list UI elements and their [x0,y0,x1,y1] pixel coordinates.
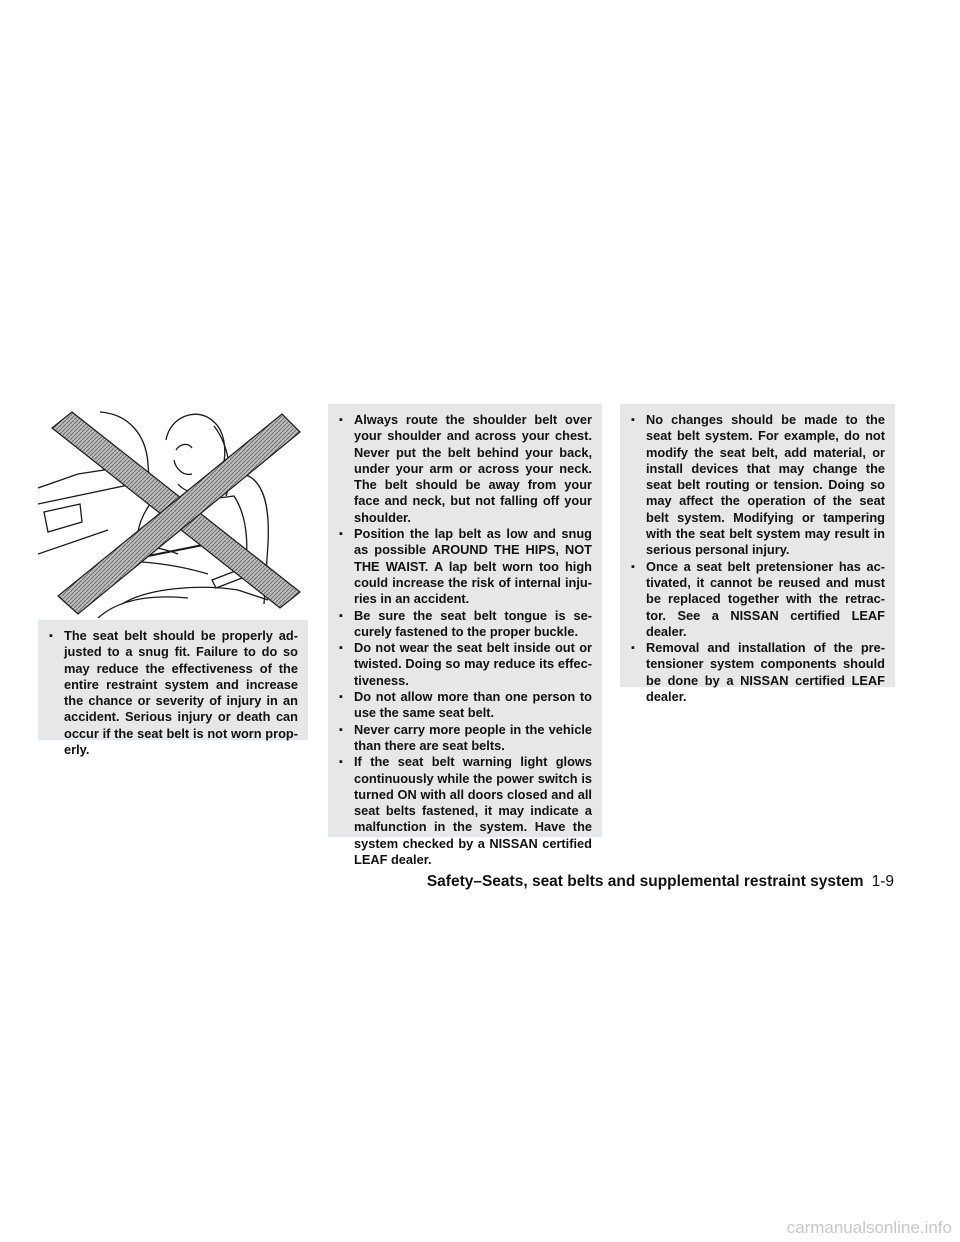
warning-bullet: ▪ Be sure the seat belt tongue is se-curely fastened to the proper buckle. [336,608,592,641]
warning-bullet: ▪ The seat belt should be properly ad-justed to a snug fit. Failure to do so may reduce the effectiveness of the entire restraint system and increase the chance or severity of injury in an accident. Serious injury or death can occur if the seat belt is not worn prop-erly. [46,628,298,758]
warning-bullet: ▪ Do not wear the seat belt inside out or twisted. Doing so may reduce its effec-tiveness. [336,640,592,689]
prohibited-x-icon [52,412,300,614]
watermark: carmanualsonline.info [786,1218,952,1237]
incorrect-belt-illustration [38,404,308,618]
warning-bullet: ▪ Always route the shoulder belt over your shoulder and across your chest. Never put the belt behind your back, under your arm or across your neck. The belt should be away from your face and neck, but not falling off your shoulder. [336,412,592,526]
warning-bullet: ▪ If the seat belt warning light glows continuously while the power switch is turned ON with all doors closed and all seat belts fastened, it may indicate a malfunction in the system. Have the system checked by a NISSAN certified LEAF dealer. [336,754,592,868]
warning-bullet: ▪ Removal and installation of the pre-tensioner system components should be done by a NISSAN certified LEAF dealer. [628,640,885,705]
warning-bullet: ▪ Once a seat belt pretensioner has ac-tivated, it cannot be reused and must be replaced together with the retrac-tor. See a NISSAN certified LEAF dealer. [628,559,885,640]
warning-box-1 [38,620,308,758]
warning-box-2 [328,404,602,868]
warning-bullet: ▪ Never carry more people in the vehicle than there are seat belts. [336,722,592,755]
warning-bullet: ▪ Do not allow more than one person to use the same seat belt. [336,689,592,722]
page-number: 1-9 [871,873,894,890]
warning-bullet: ▪ Position the lap belt as low and snug as possible AROUND THE HIPS, NOT THE WAIST. A lap belt worn too high could increase the risk of internal inju-ries in an accident. [336,526,592,607]
warning-bullet: ▪ No changes should be made to the seat belt system. For example, do not modify the seat belt, add material, or install devices that may change the seat belt routing or tension. Doing so may affect the operation of the seat belt system. Modifying or tampering with the seat belt system may result in serious personal injury. [628,412,885,559]
section-title: Safety–Seats, seat belts and supplemental restraint system [426,873,864,890]
warning-box-3 [620,404,895,705]
page-footer [427,873,894,891]
